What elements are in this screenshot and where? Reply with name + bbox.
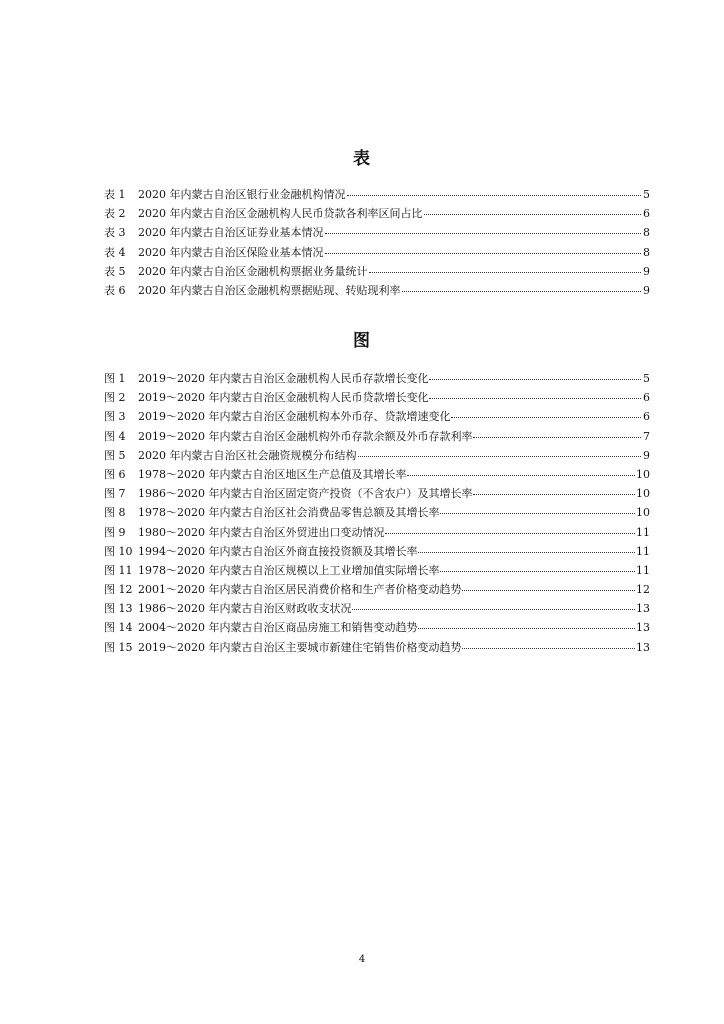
dot-leader — [325, 221, 642, 234]
figure-title: 1978～2020 年内蒙古自治区地区生产总值及其增长率 — [138, 467, 407, 481]
dot-leader — [440, 559, 635, 572]
figure-number: 图 8 — [104, 506, 126, 520]
table-page-number: 5 — [643, 188, 650, 201]
figure-title: 2020 年内蒙古自治区社会融资规模分布结构 — [138, 448, 357, 462]
table-title: 2020 年内蒙古自治区证券业基本情况 — [138, 226, 324, 240]
figure-number: 图 15 — [104, 640, 133, 654]
dot-leader — [473, 425, 641, 438]
figure-number: 图 10 — [104, 544, 133, 558]
table-number: 表 6 — [104, 283, 126, 297]
figure-page-number: 10 — [636, 487, 650, 501]
figure-number: 图 4 — [104, 429, 126, 443]
dot-leader — [347, 183, 642, 196]
figure-number: 图 3 — [104, 410, 126, 424]
table-page-number: 8 — [643, 245, 650, 259]
figure-page-number: 11 — [636, 563, 650, 577]
figure-title: 1978～2020 年内蒙古自治区社会消费品零售总额及其增长率 — [138, 506, 440, 520]
dot-leader — [424, 202, 642, 215]
dot-leader — [352, 597, 635, 610]
figure-title: 1994～2020 年内蒙古自治区外商直接投资额及其增长率 — [138, 544, 418, 558]
figure-title: 1978～2020 年内蒙古自治区规模以上工业增加值实际增长率 — [138, 563, 440, 577]
figure-page-number: 10 — [636, 467, 650, 481]
figure-page-number: 6 — [643, 410, 650, 424]
figure-number: 图 2 — [104, 391, 126, 405]
dot-leader — [402, 279, 642, 292]
table-page-number: 9 — [643, 264, 650, 278]
figure-number: 图 13 — [104, 602, 133, 616]
dot-leader — [407, 463, 635, 476]
dot-leader — [358, 444, 642, 457]
table-page-number: 9 — [643, 283, 650, 297]
dot-leader — [473, 482, 635, 495]
table-page-number: 8 — [643, 226, 650, 240]
figure-page-number: 13 — [636, 640, 650, 654]
figure-number: 图 5 — [104, 448, 126, 462]
figure-title: 1986～2020 年内蒙古自治区财政收支状况 — [138, 602, 352, 616]
figure-page-number: 13 — [636, 621, 650, 635]
table-page-number: 6 — [643, 207, 650, 221]
dot-leader — [325, 241, 642, 254]
figure-title: 2019～2020 年内蒙古自治区金融机构本外币存、贷款增速变化 — [138, 410, 451, 424]
figure-title: 2019～2020 年内蒙古自治区金融机构外币存款余额及外币存款利率 — [138, 429, 473, 443]
table-number: 表 1 — [104, 188, 126, 201]
figure-page-number: 11 — [636, 544, 650, 558]
tables-list — [104, 185, 650, 300]
figure-number: 图 9 — [104, 525, 126, 539]
figure-page-number: 6 — [643, 391, 650, 405]
table-title: 2020 年内蒙古自治区银行业金融机构情况 — [138, 188, 346, 201]
dot-leader — [429, 367, 641, 380]
dot-leader — [385, 521, 635, 534]
table-entry[interactable] — [104, 281, 650, 300]
figure-number: 图 7 — [104, 487, 126, 501]
figure-title: 1986～2020 年内蒙古自治区固定资产投资（不含农户）及其增长率 — [138, 487, 473, 501]
page-number: 4 — [358, 954, 366, 965]
table-number: 表 2 — [104, 207, 126, 221]
dot-leader — [418, 616, 635, 629]
dot-leader — [418, 540, 635, 553]
table-title: 2020 年内蒙古自治区保险业基本情况 — [138, 245, 324, 259]
figure-title: 2004～2020 年内蒙古自治区商品房施工和销售变动趋势 — [138, 621, 418, 635]
figure-page-number: 9 — [643, 448, 650, 462]
figure-title: 2001～2020 年内蒙古自治区居民消费价格和生产者价格变动趋势 — [138, 583, 462, 597]
dot-leader — [462, 636, 635, 649]
figure-number: 图 14 — [104, 621, 133, 635]
figures-heading: 图 — [353, 331, 371, 351]
figure-page-number: 5 — [643, 372, 650, 385]
dot-leader — [369, 260, 642, 273]
figure-number: 图 11 — [104, 563, 133, 577]
figure-title: 2019～2020 年内蒙古自治区金融机构人民币存款增长变化 — [138, 372, 429, 385]
tables-heading: 表 — [353, 149, 371, 169]
table-number: 表 5 — [104, 264, 126, 278]
table-number: 表 3 — [104, 226, 126, 240]
table-number: 表 4 — [104, 245, 126, 259]
table-title: 2020 年内蒙古自治区金融机构票据业务量统计 — [138, 264, 368, 278]
dot-leader — [451, 405, 641, 418]
figure-number: 图 6 — [104, 467, 126, 481]
figure-page-number: 12 — [636, 583, 650, 597]
figure-title: 2019～2020 年内蒙古自治区主要城市新建住宅销售价格变动趋势 — [138, 640, 462, 654]
figure-number: 图 12 — [104, 583, 133, 597]
figure-title: 1980～2020 年内蒙古自治区外贸进出口变动情况 — [138, 525, 385, 539]
table-title: 2020 年内蒙古自治区金融机构人民币贷款各利率区间占比 — [138, 207, 423, 221]
dot-leader — [440, 501, 635, 514]
figure-title: 2019～2020 年内蒙古自治区金融机构人民币贷款增长变化 — [138, 391, 429, 405]
figure-page-number: 7 — [643, 429, 650, 443]
dot-leader — [429, 386, 641, 399]
figure-page-number: 13 — [636, 602, 650, 616]
table-title: 2020 年内蒙古自治区金融机构票据贴现、转贴现利率 — [138, 283, 401, 297]
figures-list — [104, 369, 650, 657]
figure-page-number: 10 — [636, 506, 650, 520]
figure-entry[interactable] — [104, 638, 650, 657]
figure-number: 图 1 — [104, 372, 126, 385]
figure-page-number: 11 — [636, 525, 650, 539]
dot-leader — [462, 578, 635, 591]
